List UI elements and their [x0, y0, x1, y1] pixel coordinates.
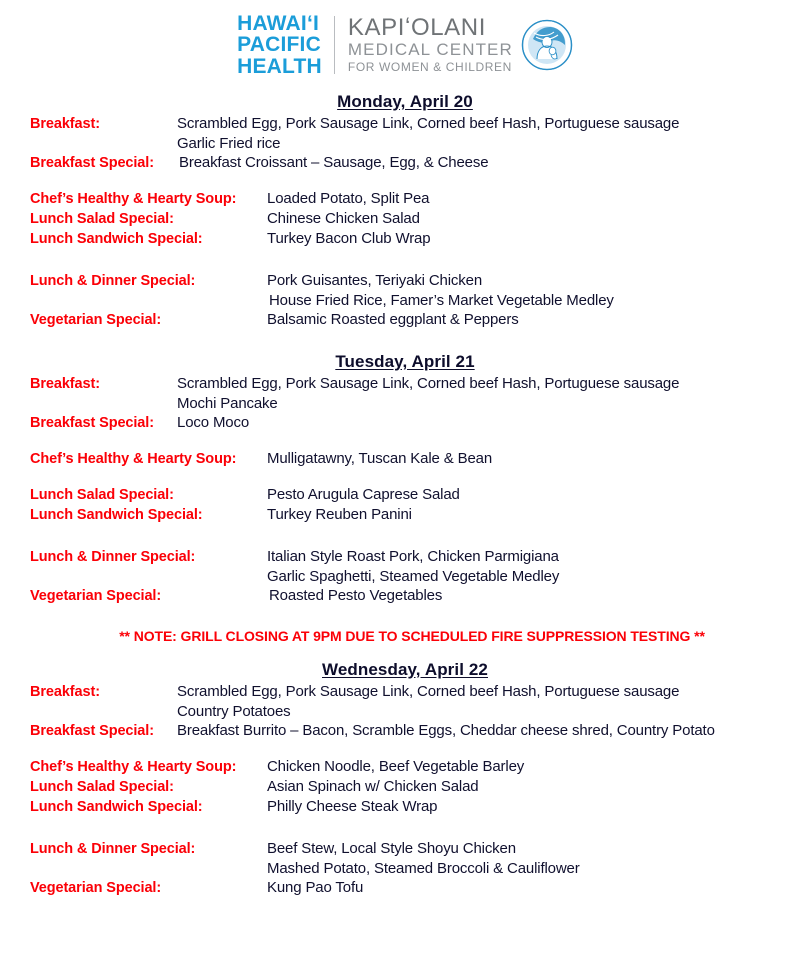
row-label-lunch-dinner: Lunch & Dinner Special:	[30, 273, 196, 289]
section-spacer	[0, 525, 810, 547]
section-spacer	[0, 741, 810, 757]
row-value-lunch-dinner-line2: Garlic Spaghetti, Steamed Vegetable Medley	[267, 568, 560, 585]
row-value-breakfast-line2: Mochi Pancake	[177, 395, 278, 412]
mother-and-child-emblem-icon	[521, 19, 573, 71]
section-spacer	[0, 249, 810, 271]
menu-row-breakfast-special	[0, 721, 810, 741]
row-label-breakfast: Breakfast:	[30, 684, 100, 700]
row-value-vegetarian: Balsamic Roasted eggplant & Peppers	[267, 311, 519, 328]
grill-closing-note: ** NOTE: GRILL CLOSING AT 9PM DUE TO SCHEDULED FIRE SUPPRESSION TESTING **	[119, 628, 705, 644]
row-label-breakfast: Breakfast:	[30, 116, 100, 132]
row-value-breakfast-line2: Country Potatoes	[177, 703, 291, 720]
menu-row-lunch-dinner	[0, 839, 810, 859]
menu-row-soup	[0, 189, 810, 209]
menu-row-breakfast	[0, 682, 810, 702]
menu-row-soup	[0, 757, 810, 777]
row-label-breakfast: Breakfast:	[30, 376, 100, 392]
row-value-breakfast-special: Breakfast Croissant – Sausage, Egg, & Cheese	[179, 154, 489, 171]
menu-row-vegetarian	[0, 878, 810, 898]
row-value-soup: Mulligatawny, Tuscan Kale & Bean	[267, 450, 493, 467]
row-value-lunch-dinner-line2: House Fried Rice, Famer’s Market Vegetable Medley	[269, 292, 614, 309]
row-value-lunch-sandwich: Turkey Bacon Club Wrap	[267, 230, 431, 247]
menu-row-breakfast-special	[0, 153, 810, 173]
menu-row-lunch-sandwich	[0, 505, 810, 525]
menu-row-lunch-dinner-cont	[0, 567, 810, 586]
menu-row-lunch-dinner	[0, 271, 810, 291]
row-value-breakfast: Scrambled Egg, Pork Sausage Link, Corned beef Hash, Portuguese sausage	[177, 115, 680, 132]
row-value-lunch-sandwich: Turkey Reuben Panini	[267, 506, 412, 523]
row-value-soup: Loaded Potato, Split Pea	[267, 190, 430, 207]
row-label-vegetarian: Vegetarian Special:	[30, 588, 162, 604]
day-title-monday: Monday, April 20	[337, 92, 473, 111]
row-label-lunch-dinner: Lunch & Dinner Special:	[30, 549, 196, 565]
menu-row-vegetarian	[0, 310, 810, 330]
row-value-lunch-dinner: Beef Stew, Local Style Shoyu Chicken	[267, 840, 516, 857]
row-value-lunch-salad: Chinese Chicken Salad	[267, 210, 420, 227]
row-label-breakfast-special: Breakfast Special:	[30, 155, 154, 171]
menu-row-lunch-dinner-cont	[0, 291, 810, 310]
note-spacer	[0, 606, 810, 628]
menu-row-breakfast-cont	[0, 394, 810, 413]
row-label-vegetarian: Vegetarian Special:	[30, 880, 162, 896]
kmc-logo-line-1: KAPIʻOLANI	[347, 13, 486, 41]
row-label-soup: Chef’s Healthy & Hearty Soup:	[30, 451, 237, 467]
section-spacer	[0, 433, 810, 449]
day-title-wednesday: Wednesday, April 22	[322, 660, 488, 679]
row-value-breakfast-line2: Garlic Fried rice	[177, 135, 281, 152]
kapiolani-medical-center-logo	[348, 15, 513, 75]
menu-row-lunch-sandwich	[0, 797, 810, 817]
row-label-lunch-sandwich: Lunch Sandwich Special:	[30, 799, 203, 815]
row-label-vegetarian: Vegetarian Special:	[30, 312, 162, 328]
day-title-tuesday: Tuesday, April 21	[335, 352, 475, 371]
hph-logo-line-2: PACIFIC	[237, 33, 321, 57]
row-value-lunch-dinner: Italian Style Roast Pork, Chicken Parmigiana	[267, 548, 559, 565]
row-value-breakfast: Scrambled Egg, Pork Sausage Link, Corned beef Hash, Portuguese sausage	[177, 375, 680, 392]
row-value-lunch-salad: Pesto Arugula Caprese Salad	[267, 486, 460, 503]
page-header	[0, 0, 810, 92]
menu-row-lunch-salad	[0, 485, 810, 505]
row-label-lunch-sandwich: Lunch Sandwich Special:	[30, 231, 203, 247]
menu-row-breakfast-cont	[0, 134, 810, 153]
section-spacer	[0, 469, 810, 485]
day-spacer	[0, 330, 810, 352]
menu-row-breakfast-cont	[0, 702, 810, 721]
logo-divider	[334, 16, 335, 74]
row-label-soup: Chef’s Healthy & Hearty Soup:	[30, 191, 237, 207]
menu-row-lunch-dinner	[0, 547, 810, 567]
menu-row-lunch-salad	[0, 777, 810, 797]
menu-row-breakfast-special	[0, 413, 810, 433]
row-value-lunch-dinner: Pork Guisantes, Teriyaki Chicken	[267, 272, 483, 289]
row-value-lunch-sandwich: Philly Cheese Steak Wrap	[267, 798, 438, 815]
menu-row-vegetarian	[0, 586, 810, 606]
row-value-breakfast-special: Loco Moco	[177, 414, 250, 431]
row-label-breakfast-special: Breakfast Special:	[30, 415, 154, 431]
day-spacer	[0, 644, 810, 660]
logo-lockup	[237, 11, 573, 78]
day-block-monday	[0, 92, 810, 330]
menu-row-lunch-dinner-cont	[0, 859, 810, 878]
menu-row-lunch-sandwich	[0, 229, 810, 249]
row-value-vegetarian: Roasted Pesto Vegetables	[269, 587, 443, 604]
section-spacer	[0, 173, 810, 189]
menu-row-soup	[0, 449, 810, 469]
day-block-tuesday	[0, 352, 810, 644]
row-label-lunch-salad: Lunch Salad Special:	[30, 779, 174, 795]
row-value-lunch-dinner-line2: Mashed Potato, Steamed Broccoli & Cauliflower	[267, 860, 580, 877]
day-block-wednesday	[0, 660, 810, 898]
menu-row-lunch-salad	[0, 209, 810, 229]
menu-row-breakfast	[0, 374, 810, 394]
kmc-logo-line-2: MEDICAL CENTER	[347, 40, 513, 60]
menu-sheet	[0, 92, 810, 898]
kmc-logo-line-3: FOR WOMEN & CHILDREN	[347, 60, 512, 75]
hph-logo-line-1: HAWAIʻI	[237, 11, 320, 35]
row-label-lunch-salad: Lunch Salad Special:	[30, 211, 174, 227]
row-value-lunch-salad: Asian Spinach w/ Chicken Salad	[267, 778, 479, 795]
row-label-lunch-dinner: Lunch & Dinner Special:	[30, 841, 196, 857]
hph-logo-line-3: HEALTH	[237, 54, 322, 78]
row-label-lunch-salad: Lunch Salad Special:	[30, 487, 174, 503]
row-label-soup: Chef’s Healthy & Hearty Soup:	[30, 759, 237, 775]
row-value-breakfast-special: Breakfast Burrito – Bacon, Scramble Eggs, Cheddar cheese shred, Country Potato	[177, 722, 715, 739]
menu-row-breakfast	[0, 114, 810, 134]
row-value-breakfast: Scrambled Egg, Pork Sausage Link, Corned beef Hash, Portuguese sausage	[177, 683, 680, 700]
row-label-breakfast-special: Breakfast Special:	[30, 723, 154, 739]
section-spacer	[0, 817, 810, 839]
row-value-soup: Chicken Noodle, Beef Vegetable Barley	[267, 758, 525, 775]
hawaii-pacific-health-logo	[237, 13, 334, 77]
row-label-lunch-sandwich: Lunch Sandwich Special:	[30, 507, 203, 523]
row-value-vegetarian: Kung Pao Tofu	[267, 879, 364, 896]
